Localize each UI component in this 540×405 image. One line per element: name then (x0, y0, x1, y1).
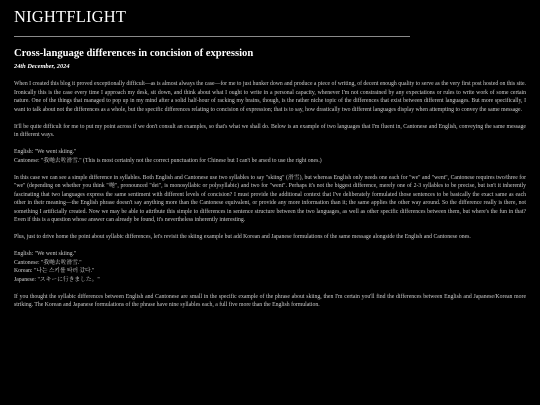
post-body (14, 80, 526, 310)
header-divider (14, 36, 410, 37)
example-block-1 (14, 148, 526, 165)
example-line-korean: Korean: "나는 스키를 타러 갔다." (14, 268, 95, 275)
paragraph-example-lead: It'll be quite difficult for me to put my point across if we don't consult an examples, so that's what we shall do. Below is an example of two languages that I'm fluent in, Cantonese and English, conveying the same message in different ways. (14, 123, 526, 139)
example-line-english: English: "We went skiing." (14, 251, 77, 258)
paragraph-intro: When I created this blog it proved exceptionally difficult—as is almost always the case—for me to just hunker down and produce a piece of writing, of decent enough quality to serve as the very first post hosted on this site. Ironically this is the case every time I approach my desk, sit down, and think about what I ought to write in a personal capacity, whenever I'm not constrained by any expectations or rules to write work of some certain nature. One of the things that managed to pop up in my mind after a solid half-hour of racking my brains, though, is the rather niche topic of the differences that exist between different languages. But more specifically, I want to talk about not the differences as a whole, but the specific differences relating to concision of expression; that is to say, how drastically two different languages display when attempting to convey the same message. (14, 81, 526, 113)
paragraph-syllable-analysis: In this case we can see a simple difference in syllables. Both English and Cantonese use two syllables to say "skiing" (滑雪), but whereas English only needs one each for "we" and "went", Cantonese requires two/three for "we" (depending on whether you think "哋", pronounced "dei", is monosyllabic or polysyllabic) and two for "went". Perhaps it's not the biggest difference, merely one of 2-3 syllables to be precise, but isn't it inherently fascinating that two languages express the same sentiment with different levels of concision? I must provide the additional context that I've deliberately formulated those sentences to be basically the exact same as each other in their meaning—the English phrase doesn't say anything more than the Cantonese equivalent, or provide any more information than it; the same applies the other way around. So the difference really is there, not something I artificially created. Now we may be able to attribute this simple to differences in sentence structure between the two languages, as well as other specific differences between them, but where's the fun in that? Even if this is a question whose answer can already be found, it's nevertheless inherently interesting. (14, 174, 526, 224)
paragraph-conclusion: If you thought the syllabic differences between English and Cantonese are small in the specific example of the phrase about skiing, then I'm certain you'll find the differences between English and Japanese/Korean more striking. The Korean and Japanese formulations of the phrase have nine syllables each, a full five more than the English formulation. (14, 293, 526, 309)
example-line-cantonese: Cantonese: "我哋去咗滑雪." (This is most certainly not the correct punctuation for Chinese but I can't be arsed to use the right ones.) (14, 157, 322, 164)
example-block-2 (14, 250, 526, 284)
example-line-english: English: "We went skiing." (14, 149, 77, 156)
example-line-japanese: Japanese: "スキーに行きました。" (14, 276, 100, 283)
blog-post (14, 47, 526, 310)
page-wrapper (14, 0, 526, 318)
site-title[interactable]: NIGHTFLIGHT (14, 7, 127, 26)
post-title: Cross-language differences in concision of expression (14, 48, 254, 59)
paragraph-korean-japanese-lead: Plus, just to drive home the point about syllabic differences, let's revisit the skiing example but add Korean and Japanese formulations of the same message alongside the English and Cantonese ones. (14, 234, 471, 241)
post-date: 24th December, 2024 (14, 63, 70, 70)
example-line-cantonese: Cantonese: "我哋去咗滑雪." (14, 259, 82, 266)
